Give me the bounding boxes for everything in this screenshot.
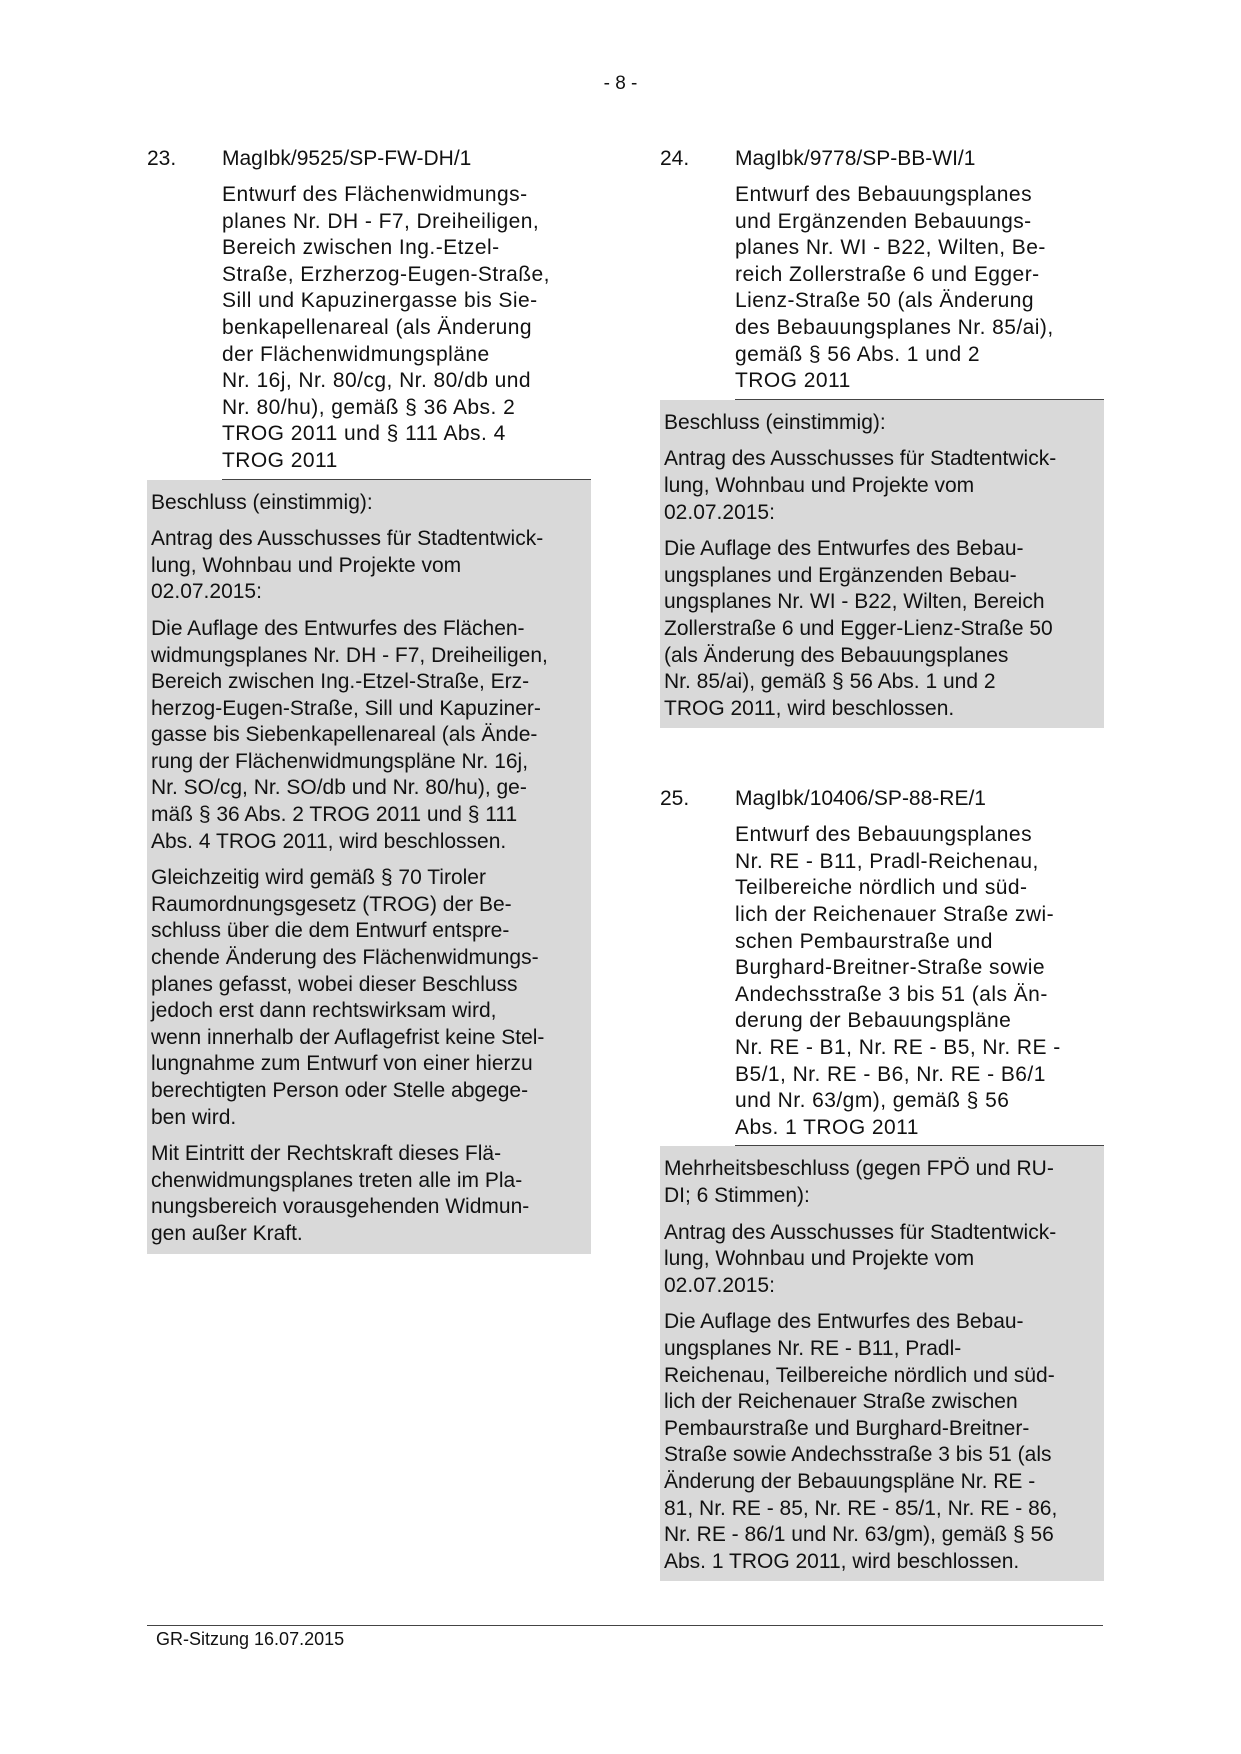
decision-line: Bereich zwischen Ing.-Etzel-Straße, Erz-: [151, 670, 530, 694]
description-line: B5/1, Nr. RE - B6, Nr. RE - B6/1: [735, 1062, 1046, 1086]
description-line: Nr. 16j, Nr. 80/cg, Nr. 80/db und: [222, 369, 532, 393]
decision-line: mäß § 36 Abs. 2 TROG 2011 und § 111: [151, 803, 518, 827]
description-line: planes Nr. WI - B22, Wilten, Be-: [735, 236, 1046, 260]
description-line: Nr. RE - B11, Pradl-Reichenau,: [735, 849, 1039, 873]
decision-line: Antrag des Ausschusses für Stadtentwick-: [664, 447, 1057, 471]
decision-line: Beschluss (einstimmig):: [151, 490, 373, 514]
footer-session-date: GR-Sitzung 16.07.2015: [156, 1629, 345, 1649]
decision-paragraph: [151, 526, 587, 606]
decision-line: 02.07.2015:: [151, 580, 262, 604]
description-line: Entwurf des Bebauungsplanes: [735, 823, 1033, 847]
decision-box: [660, 1146, 1104, 1581]
item-number: 24.: [660, 147, 690, 170]
decision-line: ungsplanes Nr. RE - B11, Pradl-: [664, 1336, 962, 1360]
decision-line: gen außer Kraft.: [151, 1221, 303, 1245]
decision-line: Antrag des Ausschusses für Stadtentwick-: [664, 1220, 1057, 1244]
decision-line: Pembaurstraße und Burghard-Breitner-: [664, 1416, 1030, 1440]
decision-line: Gleichzeitig wird gemäß § 70 Tiroler: [151, 866, 486, 890]
description-line: Sill und Kapuzinergasse bis Sie-: [222, 289, 538, 313]
decision-status: [664, 1156, 1100, 1209]
description-line: Straße, Erzherzog-Eugen-Straße,: [222, 262, 550, 286]
item-description: [222, 182, 591, 480]
agenda-item-25: [660, 786, 1104, 1581]
decision-line: Abs. 4 TROG 2011, wird beschlossen.: [151, 829, 507, 853]
item-description: [735, 182, 1104, 400]
decision-line: ungsplanes Nr. WI - B22, Wilten, Bereich: [664, 590, 1045, 614]
description-line: der Flächenwidmungspläne: [222, 342, 490, 366]
decision-line: herzog-Eugen-Straße, Sill und Kapuziner-: [151, 696, 541, 720]
decision-line: nungsbereich vorausgehenden Widmun-: [151, 1195, 530, 1219]
decision-paragraph: [664, 446, 1100, 526]
decision-line: Raumordnungsgesetz (TROG) der Be-: [151, 892, 512, 916]
item-reference: MagIbk/9525/SP-FW-DH/1: [222, 147, 472, 170]
decision-line: 81, Nr. RE - 85, Nr. RE - 85/1, Nr. RE - 86,: [664, 1496, 1058, 1520]
decision-line: planes gefasst, wobei dieser Beschluss: [151, 972, 518, 996]
description-line: Nr. 80/hu), gemäß § 36 Abs. 2: [222, 395, 516, 419]
decision-line: Nr. 85/ai), gemäß § 56 Abs. 1 und 2: [664, 670, 996, 694]
decision-line: TROG 2011, wird beschlossen.: [664, 696, 955, 720]
agenda-item-23: [147, 146, 591, 1254]
item-number: 25.: [660, 787, 690, 811]
decision-line: chende Änderung des Flächenwidmungs-: [151, 946, 539, 970]
agenda-item-24: [660, 146, 1104, 728]
description-line: TROG 2011: [222, 448, 338, 472]
description-line: Entwurf des Bebauungsplanes: [735, 183, 1033, 206]
decision-box: [660, 400, 1104, 729]
decision-status: [664, 410, 1100, 437]
description-line: reich Zollerstraße 6 und Egger-: [735, 262, 1040, 286]
description-line: Teilbereiche nördlich und süd-: [735, 876, 1028, 900]
decision-line: Änderung der Bebauungspläne Nr. RE -: [664, 1469, 1036, 1493]
description-line: benkapellenareal (als Änderung: [222, 315, 533, 339]
page-number: - 8 -: [603, 73, 638, 94]
description-line: lich der Reichenauer Straße zwi-: [735, 903, 1055, 927]
decision-box: [147, 480, 591, 1254]
left-column: [147, 146, 591, 1254]
decision-line: Die Auflage des Entwurfes des Bebau-: [664, 537, 1024, 561]
decision-line: chenwidmungsplanes treten alle im Pla-: [151, 1168, 523, 1192]
decision-line: (als Änderung des Bebauungsplanes: [664, 643, 1009, 667]
decision-paragraph: [151, 1141, 587, 1247]
decision-line: rung der Flächenwidmungspläne Nr. 16j,: [151, 749, 529, 773]
decision-line: Mehrheitsbeschluss (gegen FPÖ und RU-: [664, 1157, 1054, 1181]
description-line: und Ergänzenden Bebauungs-: [735, 209, 1032, 233]
decision-line: lung, Wohnbau und Projekte vom: [664, 1247, 975, 1271]
description-line: TROG 2011 und § 111 Abs. 4: [222, 422, 506, 446]
decision-paragraph: [151, 616, 587, 855]
decision-line: Nr. SO/cg, Nr. SO/db und Nr. 80/hu), ge-: [151, 776, 527, 800]
item-description: [735, 822, 1104, 1146]
description-line: und Nr. 63/gm), gemäß § 56: [735, 1089, 1010, 1113]
decision-line: wenn innerhalb der Auflagefrist keine Stel-: [151, 1025, 545, 1049]
decision-line: Mit Eintritt der Rechtskraft dieses Flä-: [151, 1142, 502, 1166]
item-spacer: [660, 728, 1104, 786]
description-line: Entwurf des Flächenwidmungs-: [222, 183, 528, 206]
decision-paragraph: [664, 1309, 1100, 1575]
description-line: schen Pembaurstraße und: [735, 929, 993, 953]
description-line: des Bebauungsplanes Nr. 85/ai),: [735, 315, 1054, 339]
item-header: [660, 786, 1104, 812]
decision-paragraph: [151, 865, 587, 1131]
description-line: gemäß § 56 Abs. 1 und 2: [735, 342, 981, 366]
item-header: [147, 146, 591, 172]
description-line: Andechsstraße 3 bis 51 (als Än-: [735, 982, 1048, 1006]
description-line: TROG 2011: [735, 369, 851, 393]
decision-line: widmungsplanes Nr. DH - F7, Dreiheiligen,: [151, 643, 548, 667]
decision-line: Nr. RE - 86/1 und Nr. 63/gm), gemäß § 56: [664, 1523, 1054, 1547]
decision-line: schluss über die dem Entwurf entspre-: [151, 919, 510, 943]
item-number: 23.: [147, 147, 177, 170]
decision-line: lung, Wohnbau und Projekte vom: [151, 553, 462, 577]
decision-line: Straße sowie Andechsstraße 3 bis 51 (als: [664, 1443, 1052, 1467]
right-column: [660, 146, 1104, 1581]
decision-line: Zollerstraße 6 und Egger-Lienz-Straße 50: [664, 616, 1053, 640]
decision-line: jedoch erst dann rechtswirksam wird,: [151, 999, 497, 1023]
decision-line: 02.07.2015:: [664, 500, 775, 524]
description-line: Abs. 1 TROG 2011: [735, 1115, 919, 1139]
decision-line: lung, Wohnbau und Projekte vom: [664, 473, 975, 497]
description-line: Lienz-Straße 50 (als Änderung: [735, 289, 1035, 313]
decision-line: ungsplanes und Ergänzenden Bebau-: [664, 563, 1017, 587]
decision-paragraph: [664, 1220, 1100, 1300]
description-line: Burghard-Breitner-Straße sowie: [735, 956, 1045, 980]
decision-line: lungnahme zum Entwurf von einer hierzu: [151, 1052, 533, 1076]
item-header: [660, 146, 1104, 172]
decision-line: 02.07.2015:: [664, 1273, 775, 1297]
decision-line: lich der Reichenauer Straße zwischen: [664, 1390, 1018, 1414]
decision-line: Antrag des Ausschusses für Stadtentwick-: [151, 527, 544, 551]
decision-line: Abs. 1 TROG 2011, wird beschlossen.: [664, 1549, 1020, 1573]
decision-line: Reichenau, Teilbereiche nördlich und süd-: [664, 1363, 1055, 1387]
description-line: planes Nr. DH - F7, Dreiheiligen,: [222, 209, 540, 233]
item-reference: MagIbk/10406/SP-88-RE/1: [735, 787, 986, 811]
description-line: Nr. RE - B1, Nr. RE - B5, Nr. RE -: [735, 1036, 1061, 1060]
decision-line: gasse bis Siebenkapellenareal (als Ände-: [151, 723, 538, 747]
decision-line: Die Auflage des Entwurfes des Flächen-: [151, 616, 525, 640]
decision-line: DI; 6 Stimmen):: [664, 1184, 810, 1207]
description-line: derung der Bebauungspläne: [735, 1009, 1012, 1033]
decision-paragraph: [664, 536, 1100, 722]
description-line: Bereich zwischen Ing.-Etzel-: [222, 236, 500, 260]
decision-line: ben wird.: [151, 1105, 237, 1129]
decision-line: Die Auflage des Entwurfes des Bebau-: [664, 1310, 1024, 1334]
footer-divider: [147, 1625, 1103, 1626]
item-reference: MagIbk/9778/SP-BB-WI/1: [735, 147, 976, 170]
decision-line: berechtigten Person oder Stelle abgege-: [151, 1079, 529, 1102]
decision-status: [151, 490, 587, 517]
decision-line: Beschluss (einstimmig):: [664, 410, 886, 434]
